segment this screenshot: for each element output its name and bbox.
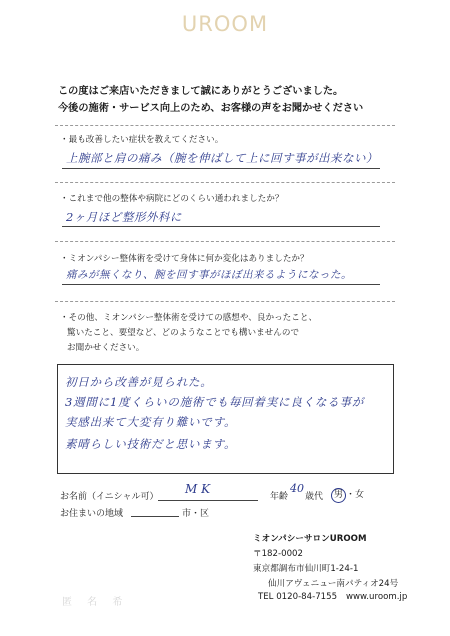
age-label: 年齢 xyxy=(270,492,289,502)
answer-1: 上腕部と肩の痛み（腕を伸ばして上に回す事が出来ない） xyxy=(66,151,378,165)
question-4-line-2: 驚いたこと、要望など、どのようなことでも構いませんので xyxy=(67,328,300,338)
sex-choice xyxy=(331,487,364,503)
question-4 xyxy=(60,311,317,356)
question-1: ・最も改善したい症状を教えてください。 xyxy=(60,135,224,145)
sex-separator: ・ xyxy=(346,490,356,500)
name-underline xyxy=(158,500,258,501)
salon-name: ミオンパシーサロンUROOM xyxy=(253,534,367,544)
answer-2-underline xyxy=(62,226,380,227)
answer-3-underline xyxy=(62,284,380,285)
area-underline xyxy=(131,516,179,517)
comment-line-4: 素晴らしい技術だと思います。 xyxy=(65,437,237,451)
brand-logo: UROOM xyxy=(181,12,269,36)
salon-web: www.uroom.jp xyxy=(346,592,408,602)
age-value: 40 xyxy=(290,482,304,495)
faded-stamp: 匿 名 希 xyxy=(62,597,129,608)
age-suffix: 歳代 xyxy=(305,492,324,502)
salon-address-2: 仙川アヴェニュー南パティオ24号 xyxy=(268,579,399,589)
comment-line-3: 実感出来て大変有り難いです。 xyxy=(65,415,237,429)
divider xyxy=(55,182,395,183)
salon-address-1: 東京都調布市仙川町1-24-1 xyxy=(253,564,359,574)
name-label: お名前（イニシャル可） xyxy=(60,492,159,502)
salon-tel: TEL 0120-84-7155 xyxy=(258,592,338,602)
question-3: ・ミオンパシー整体術を受けて身体に何か変化はありましたか？ xyxy=(60,254,309,264)
question-4-line-1: ・その他、ミオンパシー整体術を受けての感想や、良かったこと、 xyxy=(60,313,318,323)
area-suffix: 市・区 xyxy=(182,509,210,519)
comment-line-1: 初日から改善が見られた。 xyxy=(65,375,213,389)
intro-line-2: 今後の施術・サービス向上のため、お客様の声をお聞かせください xyxy=(58,103,364,114)
sex-male-circled: 男 xyxy=(331,488,346,503)
area-label: お住まいの地域 xyxy=(60,509,124,519)
sex-female: 女 xyxy=(355,490,365,500)
divider xyxy=(55,301,395,302)
intro-line-1: この度はご来店いただきまして誠にありがとうございました。 xyxy=(58,86,344,97)
answer-3: 痛みが無くなり、腕を回す事がほぼ出来るようになった。 xyxy=(66,269,352,281)
name-value: M K xyxy=(185,482,211,496)
divider xyxy=(55,241,395,242)
answer-1-underline xyxy=(62,168,380,169)
intro-text xyxy=(58,83,363,117)
answer-2: 2ヶ月ほど整形外科に xyxy=(66,210,182,224)
salon-zip: 〒182-0002 xyxy=(253,549,303,559)
divider xyxy=(55,125,395,126)
question-2: ・これまで他の整体や病院にどのくらい通われましたか？ xyxy=(60,194,284,204)
comment-line-2: 3週間に1度くらいの施術でも毎回着実に良くなる事が xyxy=(65,395,365,409)
question-4-line-3: お聞かせください。 xyxy=(67,343,145,353)
